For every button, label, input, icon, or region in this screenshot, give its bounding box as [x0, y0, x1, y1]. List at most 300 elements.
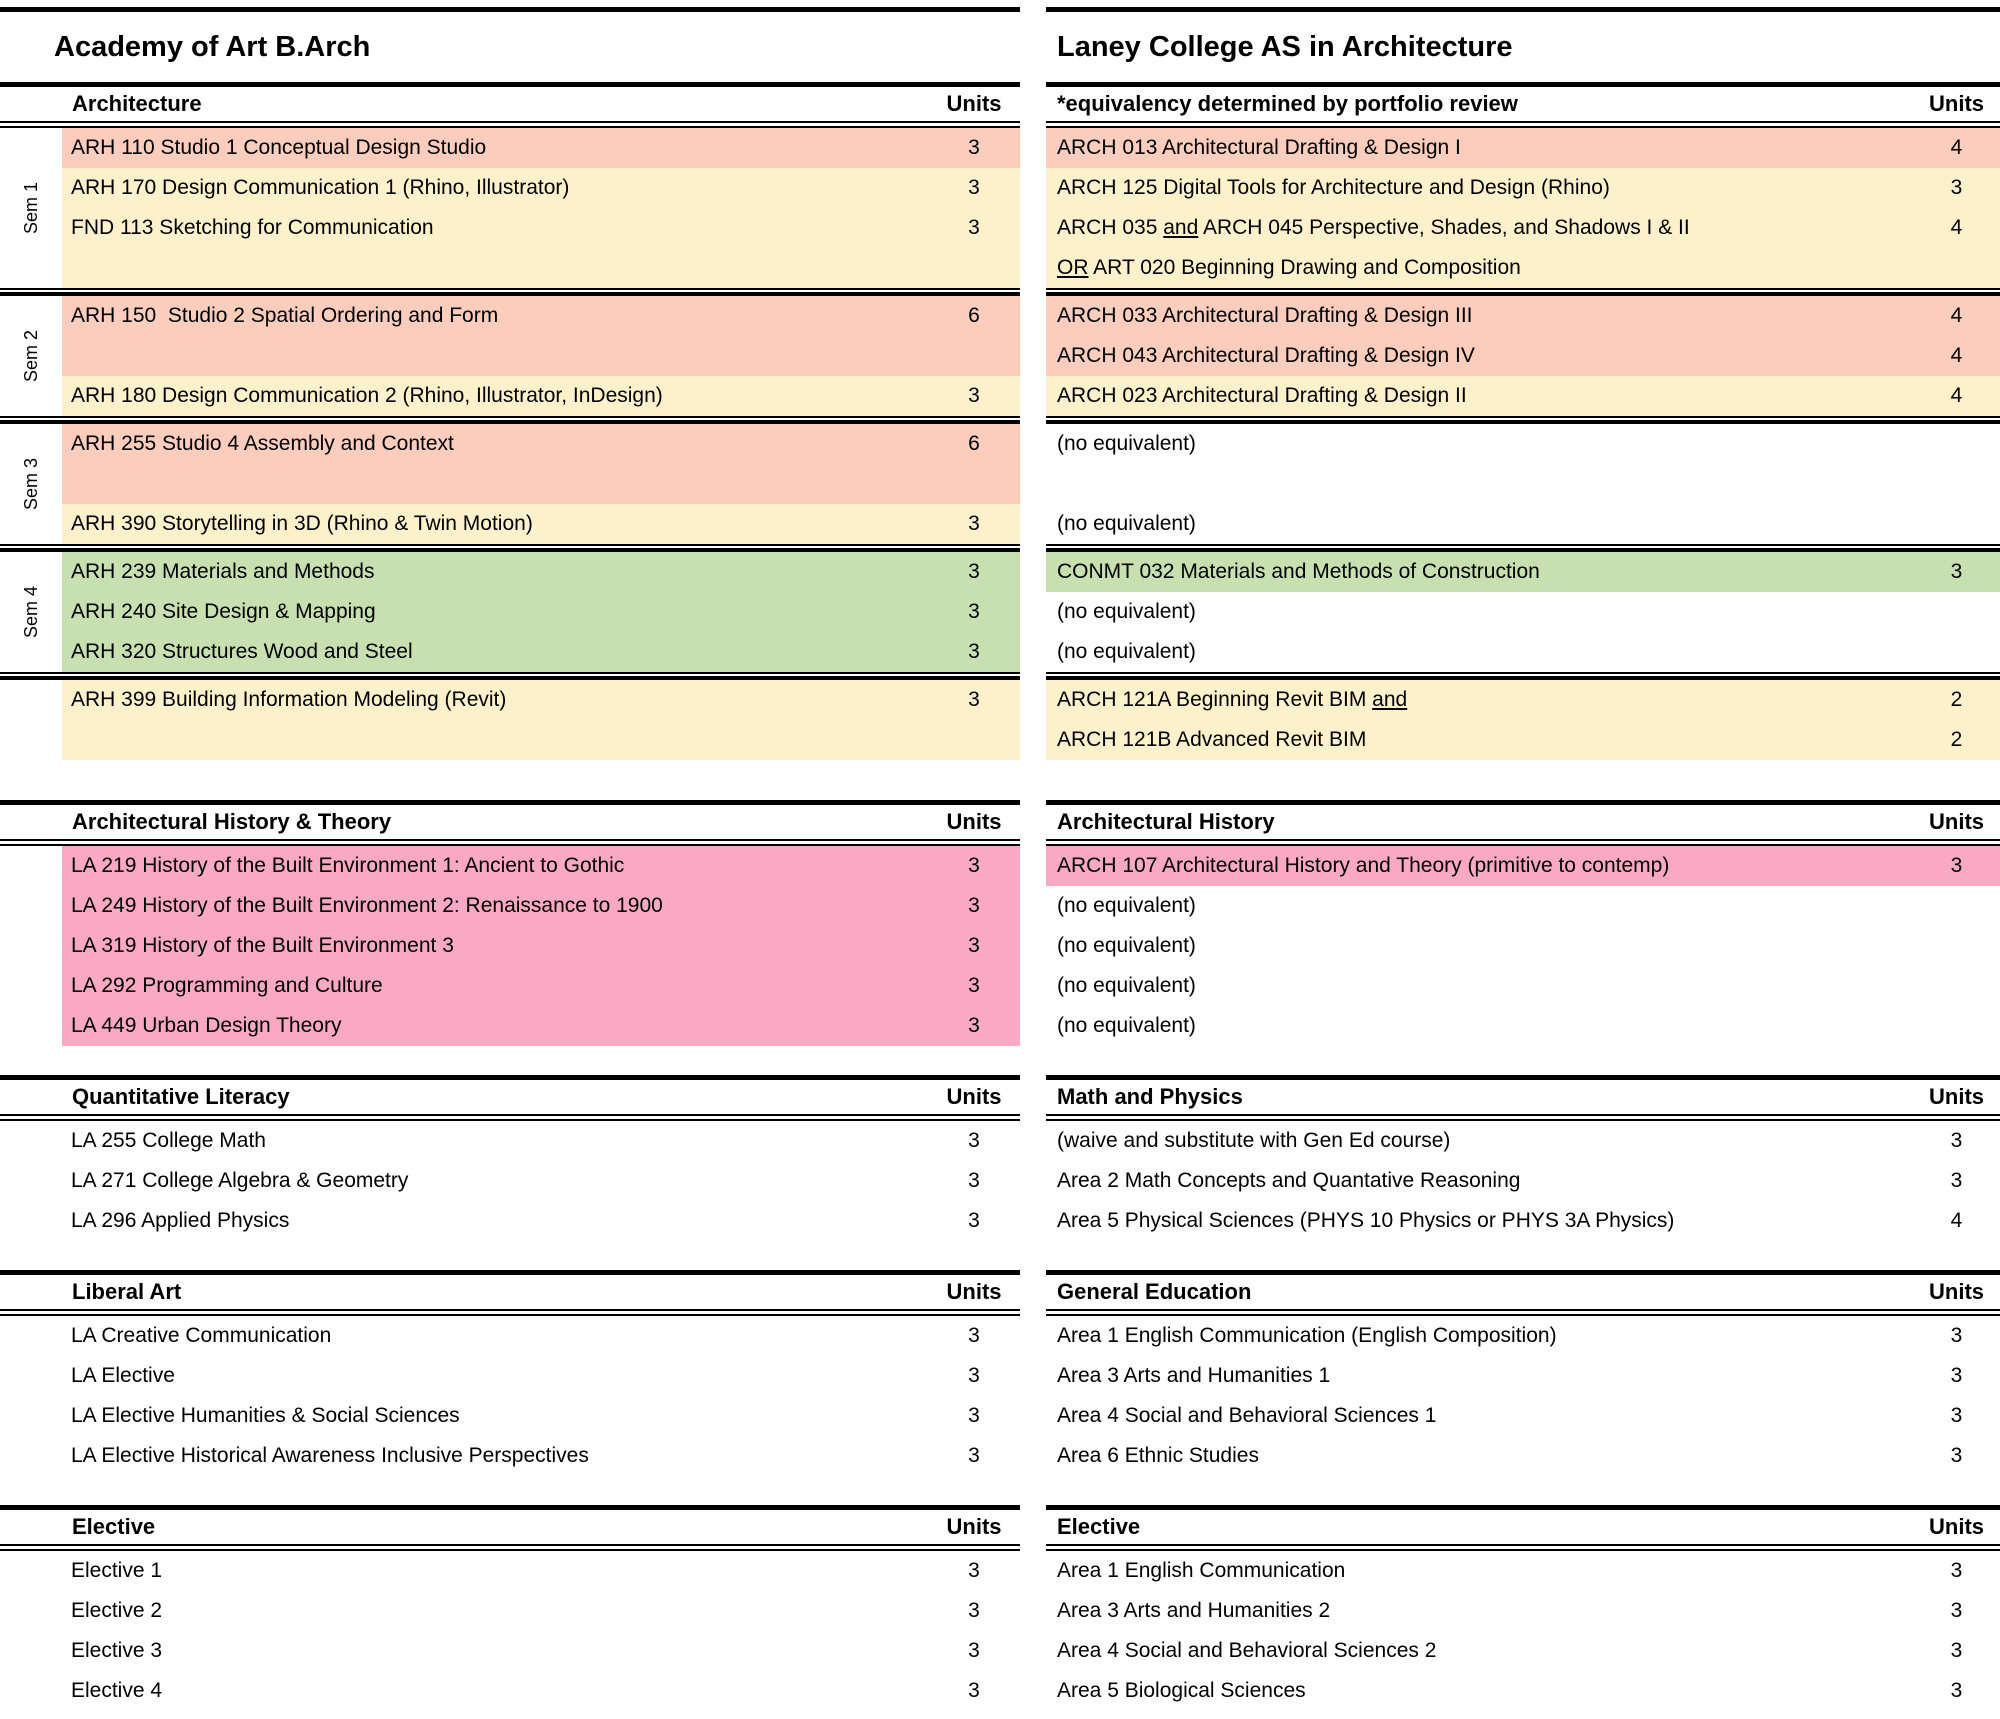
course-row	[1046, 1631, 2000, 1671]
semester-group	[0, 128, 1020, 288]
units-column-header: Units	[946, 91, 1002, 116]
row-cells	[62, 128, 1020, 168]
row-cells	[62, 504, 1020, 544]
course-name	[1046, 1356, 1913, 1396]
row-cells	[62, 1201, 1020, 1241]
course-units: 3	[968, 1209, 980, 1232]
course-name	[62, 846, 928, 886]
row-cells	[1046, 424, 2000, 504]
section-divider	[0, 288, 1020, 296]
text-segment: Area 4 Social and Behavioral Sciences 1	[1057, 1404, 1437, 1427]
course-name	[1046, 424, 1913, 464]
table-laney-college	[1046, 0, 2000, 1711]
course-name	[1046, 966, 1913, 1006]
section-gap	[0, 1046, 1020, 1075]
row-cells	[62, 208, 1020, 248]
text-segment: ARH 170 Design Communication 1 (Rhino, Illustrator)	[71, 176, 570, 199]
course-units: 3	[1950, 1364, 1963, 1387]
course-row	[1046, 128, 2000, 168]
row-cells	[62, 846, 1020, 886]
course-row	[1046, 720, 2000, 760]
text-segment: LA 296 Applied Physics	[71, 1209, 290, 1232]
text-segment: ARCH 107 Architectural History and Theory (primitive to contemp)	[1057, 854, 1670, 877]
section-title: Architecture	[72, 91, 202, 116]
course-name	[1046, 926, 1913, 966]
units-column-header: Units	[946, 809, 1002, 834]
text-segment: (no equivalent)	[1057, 934, 1196, 957]
semester-group	[1046, 128, 2000, 288]
text-segment: ARCH 035	[1057, 216, 1164, 239]
course-row	[0, 1631, 1020, 1671]
course-row	[0, 632, 1020, 672]
text-segment: (no equivalent)	[1057, 974, 1196, 997]
course-units: 4	[1950, 136, 1963, 159]
semester-group	[0, 424, 1020, 544]
course-name	[1046, 592, 1913, 632]
course-name	[1046, 336, 1913, 376]
text-segment: LA 219 History of the Built Environment 1: Ancient to Gothic	[71, 854, 625, 877]
course-name	[1046, 296, 1913, 336]
row-cells	[62, 296, 1020, 376]
underlined-text: and	[1163, 216, 1199, 239]
semester-group	[0, 1551, 1020, 1711]
course-row	[1046, 1551, 2000, 1591]
text-segment: ARH 399 Building Information Modeling (Revit)	[71, 688, 507, 711]
text-segment: (no equivalent)	[1057, 640, 1196, 663]
row-cells	[62, 1551, 1020, 1591]
text-segment: ARCH 013 Architectural Drafting & Design I	[1057, 136, 1461, 159]
row-cells	[1046, 552, 2000, 592]
text-segment: Area 4 Social and Behavioral Sciences 2	[1057, 1639, 1437, 1662]
row-cells	[1046, 1006, 2000, 1046]
table-sections	[0, 82, 1020, 1711]
course-units: 3	[968, 560, 980, 583]
course-row	[1046, 680, 2000, 720]
course-name	[62, 1591, 928, 1631]
row-cells	[1046, 1671, 2000, 1711]
course-name	[62, 1396, 928, 1436]
row-cells	[1046, 1356, 2000, 1396]
semester-label-text: Sem 2	[20, 329, 41, 383]
course-row	[0, 1006, 1020, 1046]
semester-label	[0, 552, 62, 672]
course-name	[1046, 846, 1913, 886]
course-row	[0, 846, 1020, 886]
row-cells	[1046, 680, 2000, 720]
course-row	[0, 1671, 1020, 1711]
course-row	[1046, 886, 2000, 926]
row-cells	[1046, 1201, 2000, 1241]
course-units: 2	[1950, 728, 1963, 751]
course-row	[0, 128, 1020, 168]
text-segment: ARH 255 Studio 4 Assembly and Context	[71, 432, 454, 455]
semester-label-text: Sem 1	[20, 181, 41, 235]
semester-group	[1046, 1551, 2000, 1711]
course-units: 3	[968, 854, 980, 877]
course-name	[1046, 1551, 1913, 1591]
course-name	[1046, 376, 1913, 416]
units-column-header: Units	[946, 1084, 1002, 1109]
course-row	[0, 1161, 1020, 1201]
text-segment: Elective 1	[71, 1559, 163, 1582]
text-segment: LA 292 Programming and Culture	[71, 974, 383, 997]
text-segment: Elective 3	[71, 1639, 163, 1662]
course-row	[0, 208, 1020, 248]
course-row	[0, 424, 1020, 504]
semester-group	[0, 296, 1020, 416]
course-units: 4	[1950, 384, 1963, 407]
text-segment: ART 020 Beginning Drawing and Composition	[1088, 256, 1521, 279]
course-row	[1046, 168, 2000, 208]
course-units: 3	[968, 894, 980, 917]
course-name	[1046, 128, 1913, 168]
semester-group	[1046, 680, 2000, 760]
row-cells	[1046, 592, 2000, 632]
text-segment: Area 3 Arts and Humanities 1	[1057, 1364, 1331, 1387]
course-units: 3	[968, 1404, 980, 1427]
semester-group	[1046, 1121, 2000, 1241]
course-row	[0, 168, 1020, 208]
course-name	[62, 1356, 928, 1396]
row-cells	[62, 1671, 1020, 1711]
course-row	[0, 504, 1020, 544]
course-name	[62, 1631, 928, 1671]
units-column-header: Units	[1929, 809, 1984, 834]
section-divider	[1046, 544, 2000, 552]
units-column-header: Units	[1929, 1279, 1984, 1304]
course-name	[1046, 1591, 1913, 1631]
row-cells	[62, 680, 1020, 760]
row-cells	[62, 966, 1020, 1006]
course-name	[1046, 720, 1913, 760]
row-cells	[62, 1316, 1020, 1356]
course-row	[0, 1396, 1020, 1436]
row-cells	[1046, 376, 2000, 416]
course-units: 2	[1950, 688, 1963, 711]
course-name	[62, 1671, 928, 1711]
semester-label-text: Sem 3	[20, 457, 41, 511]
semester-label	[0, 128, 62, 288]
course-row	[0, 552, 1020, 592]
semester-group	[0, 846, 1020, 1046]
text-segment: (no equivalent)	[1057, 1014, 1196, 1037]
course-name	[62, 1316, 928, 1356]
text-segment: LA Elective Historical Awareness Inclusive Perspectives	[71, 1444, 589, 1467]
course-name	[1046, 248, 1913, 288]
text-segment: ARH 150 Studio 2 Spatial Ordering and Form	[71, 304, 499, 327]
row-cells	[62, 1121, 1020, 1161]
row-cells	[1046, 720, 2000, 760]
course-row	[1046, 1201, 2000, 1241]
course-row	[1046, 1356, 2000, 1396]
course-units: 3	[1950, 1129, 1963, 1152]
section-gap	[0, 1476, 1020, 1505]
course-name	[62, 632, 928, 672]
course-row	[0, 248, 1020, 288]
row-cells	[62, 376, 1020, 416]
text-segment: ARH 110 Studio 1 Conceptual Design Studio	[71, 136, 487, 159]
text-segment: Area 1 English Communication	[1057, 1559, 1346, 1582]
section-gap	[1046, 1046, 2000, 1075]
row-cells	[1046, 168, 2000, 208]
section-header	[0, 1075, 1020, 1121]
text-segment: ARH 390 Storytelling in 3D (Rhino & Twin Motion)	[71, 512, 533, 535]
course-name	[62, 1121, 928, 1161]
section-header	[1046, 1075, 2000, 1121]
text-segment: (no equivalent)	[1057, 600, 1196, 623]
course-units: 3	[968, 600, 980, 623]
course-name	[62, 926, 928, 966]
semester-group	[0, 1316, 1020, 1476]
text-segment: Elective 2	[71, 1599, 163, 1622]
course-name	[62, 592, 928, 632]
row-cells	[1046, 504, 2000, 544]
row-cells	[62, 1396, 1020, 1436]
section-header	[0, 800, 1020, 846]
course-name	[62, 1006, 928, 1046]
course-units: 3	[1950, 1169, 1963, 1192]
section-title: *equivalency determined by portfolio review	[1057, 91, 1518, 116]
course-units: 6	[968, 432, 980, 455]
course-row	[1046, 1006, 2000, 1046]
course-units: 3	[968, 512, 980, 535]
course-row	[1046, 376, 2000, 416]
course-units: 3	[1950, 1679, 1963, 1702]
section-header	[1046, 1270, 2000, 1316]
course-units: 3	[968, 1639, 980, 1662]
text-segment: LA Creative Communication	[71, 1324, 332, 1347]
text-segment: FND 113 Sketching for Communication	[71, 216, 434, 239]
text-segment: (no equivalent)	[1057, 894, 1196, 917]
row-cells	[62, 1591, 1020, 1631]
text-segment: ARH 320 Structures Wood and Steel	[71, 640, 413, 663]
row-cells	[62, 926, 1020, 966]
semester-group	[0, 1121, 1020, 1241]
row-cells	[1046, 1396, 2000, 1436]
course-row	[0, 966, 1020, 1006]
section-title: Architectural History	[1057, 809, 1275, 834]
course-row	[0, 1436, 1020, 1476]
course-units: 3	[1950, 1404, 1963, 1427]
row-cells	[62, 552, 1020, 592]
course-units: 3	[968, 384, 980, 407]
course-row	[1046, 592, 2000, 632]
semester-group	[1046, 1316, 2000, 1476]
course-units: 3	[1950, 1639, 1963, 1662]
course-name	[62, 552, 928, 592]
course-row	[0, 592, 1020, 632]
section-title: Architectural History & Theory	[72, 809, 392, 834]
course-units: 3	[968, 1679, 980, 1702]
underlined-text: and	[1372, 688, 1408, 711]
text-segment: Area 5 Physical Sciences (PHYS 10 Physics or PHYS 3A Physics)	[1057, 1209, 1675, 1232]
units-column-header: Units	[1929, 91, 1984, 116]
table-title: Academy of Art B.Arch	[54, 30, 371, 63]
section-header	[0, 82, 1020, 128]
course-units: 4	[1950, 216, 1963, 239]
course-name	[1046, 1436, 1913, 1476]
section-title: General Education	[1057, 1279, 1252, 1304]
text-segment: ARH 239 Materials and Methods	[71, 560, 375, 583]
row-cells	[62, 632, 1020, 672]
course-name	[1046, 1161, 1913, 1201]
course-row	[0, 680, 1020, 760]
text-segment: Area 6 Ethnic Studies	[1057, 1444, 1259, 1467]
text-segment: LA 255 College Math	[71, 1129, 266, 1152]
course-name	[1046, 1006, 1913, 1046]
course-row	[0, 1591, 1020, 1631]
section-divider	[1046, 672, 2000, 680]
course-units: 3	[1950, 176, 1963, 199]
row-cells	[62, 1631, 1020, 1671]
section-header	[1046, 800, 2000, 846]
course-name	[1046, 208, 1913, 248]
course-row	[1046, 846, 2000, 886]
text-segment: Area 2 Math Concepts and Quantative Reasoning	[1057, 1169, 1521, 1192]
text-segment: LA Elective Humanities & Social Sciences	[71, 1404, 460, 1427]
course-row	[1046, 1316, 2000, 1356]
course-name	[1046, 1121, 1913, 1161]
units-column-header: Units	[946, 1514, 1002, 1539]
course-row	[1046, 1161, 2000, 1201]
section-divider	[0, 544, 1020, 552]
section-title: Elective	[72, 1514, 156, 1539]
course-row	[0, 1201, 1020, 1241]
course-name	[62, 680, 928, 720]
text-segment: LA 449 Urban Design Theory	[71, 1014, 342, 1037]
course-units: 6	[968, 304, 980, 327]
row-cells	[1046, 886, 2000, 926]
row-cells	[62, 1161, 1020, 1201]
course-row	[0, 1551, 1020, 1591]
course-name	[1046, 1201, 1913, 1241]
text-segment: Area 1 English Communication (English Composition)	[1057, 1324, 1557, 1347]
course-row	[0, 1316, 1020, 1356]
text-segment: (no equivalent)	[1057, 512, 1196, 535]
course-row	[1046, 1671, 2000, 1711]
course-units: 3	[1950, 1324, 1963, 1347]
course-row	[1046, 336, 2000, 376]
course-name	[62, 1201, 928, 1241]
text-segment: ARCH 045 Perspective, Shades, and Shadows I & II	[1198, 216, 1690, 239]
course-row	[1046, 1396, 2000, 1436]
section-title: Math and Physics	[1057, 1084, 1243, 1109]
row-cells	[1046, 966, 2000, 1006]
course-row	[1046, 504, 2000, 544]
semester-group	[1046, 424, 2000, 544]
course-row	[1046, 424, 2000, 504]
course-row	[1046, 926, 2000, 966]
section-title: Quantitative Literacy	[72, 1084, 290, 1109]
section-header	[0, 1270, 1020, 1316]
text-segment: ARCH 121B Advanced Revit BIM	[1057, 728, 1367, 751]
text-segment: ARH 180 Design Communication 2 (Rhino, Illustrator, InDesign)	[71, 384, 663, 407]
course-units: 3	[1950, 1559, 1963, 1582]
course-name	[62, 966, 928, 1006]
course-units: 3	[968, 1014, 980, 1037]
row-cells	[62, 1006, 1020, 1046]
course-units: 3	[1950, 560, 1963, 583]
course-name	[1046, 680, 1913, 720]
section-divider	[0, 416, 1020, 424]
table-sections	[1046, 82, 2000, 1711]
section-title: Elective	[1057, 1514, 1141, 1539]
text-segment: LA 271 College Algebra & Geometry	[71, 1169, 409, 1192]
semester-label-text: Sem 4	[20, 585, 41, 639]
row-cells	[1046, 1316, 2000, 1356]
course-row	[0, 376, 1020, 416]
row-cells	[1046, 1591, 2000, 1631]
course-units: 4	[1950, 1209, 1963, 1232]
row-cells	[62, 886, 1020, 926]
text-segment: ARCH 121A Beginning Revit BIM	[1057, 688, 1373, 711]
text-segment: Elective 4	[71, 1679, 163, 1702]
text-segment: LA Elective	[71, 1364, 175, 1387]
course-name	[62, 1161, 928, 1201]
row-cells	[1046, 248, 2000, 288]
section-divider	[0, 672, 1020, 680]
row-cells	[62, 1356, 1020, 1396]
semester-label	[0, 424, 62, 544]
course-row	[0, 926, 1020, 966]
row-cells	[62, 168, 1020, 208]
course-row	[1046, 208, 2000, 248]
row-cells	[1046, 1551, 2000, 1591]
course-units: 3	[968, 216, 980, 239]
row-cells	[1046, 926, 2000, 966]
semester-group	[0, 552, 1020, 672]
course-units: 3	[968, 1364, 980, 1387]
text-segment: ARCH 043 Architectural Drafting & Design IV	[1057, 344, 1475, 367]
course-row	[0, 1356, 1020, 1396]
semester-group	[1046, 846, 2000, 1046]
course-row	[1046, 1591, 2000, 1631]
course-units: 3	[968, 136, 980, 159]
units-column-header: Units	[1929, 1514, 1984, 1539]
text-segment: LA 319 History of the Built Environment 3	[71, 934, 454, 957]
course-name	[62, 1436, 928, 1476]
underlined-text: OR	[1057, 256, 1089, 279]
course-name	[62, 296, 928, 336]
course-name	[1046, 1671, 1913, 1711]
course-units: 3	[968, 176, 980, 199]
course-name	[62, 376, 928, 416]
row-cells	[62, 248, 1020, 288]
text-segment: Area 3 Arts and Humanities 2	[1057, 1599, 1331, 1622]
semester-group	[1046, 552, 2000, 672]
row-cells	[1046, 128, 2000, 168]
course-row	[1046, 1436, 2000, 1476]
semester-group	[0, 680, 1020, 760]
row-cells	[1046, 296, 2000, 336]
text-segment: ARCH 033 Architectural Drafting & Design III	[1057, 304, 1473, 327]
row-cells	[1046, 336, 2000, 376]
text-segment: ARH 240 Site Design & Mapping	[71, 600, 376, 623]
row-cells	[1046, 632, 2000, 672]
section-header	[1046, 82, 2000, 128]
course-units: 3	[968, 1129, 980, 1152]
course-row	[1046, 296, 2000, 336]
text-segment: Area 5 Biological Sciences	[1057, 1679, 1306, 1702]
course-row	[0, 886, 1020, 926]
course-row	[0, 296, 1020, 376]
text-segment: CONMT 032 Materials and Methods of Construction	[1057, 560, 1540, 583]
section-gap	[1046, 1476, 2000, 1505]
course-units: 3	[968, 1324, 980, 1347]
section-title: Liberal Art	[72, 1279, 182, 1304]
section-gap	[1046, 760, 2000, 800]
row-cells	[1046, 208, 2000, 248]
